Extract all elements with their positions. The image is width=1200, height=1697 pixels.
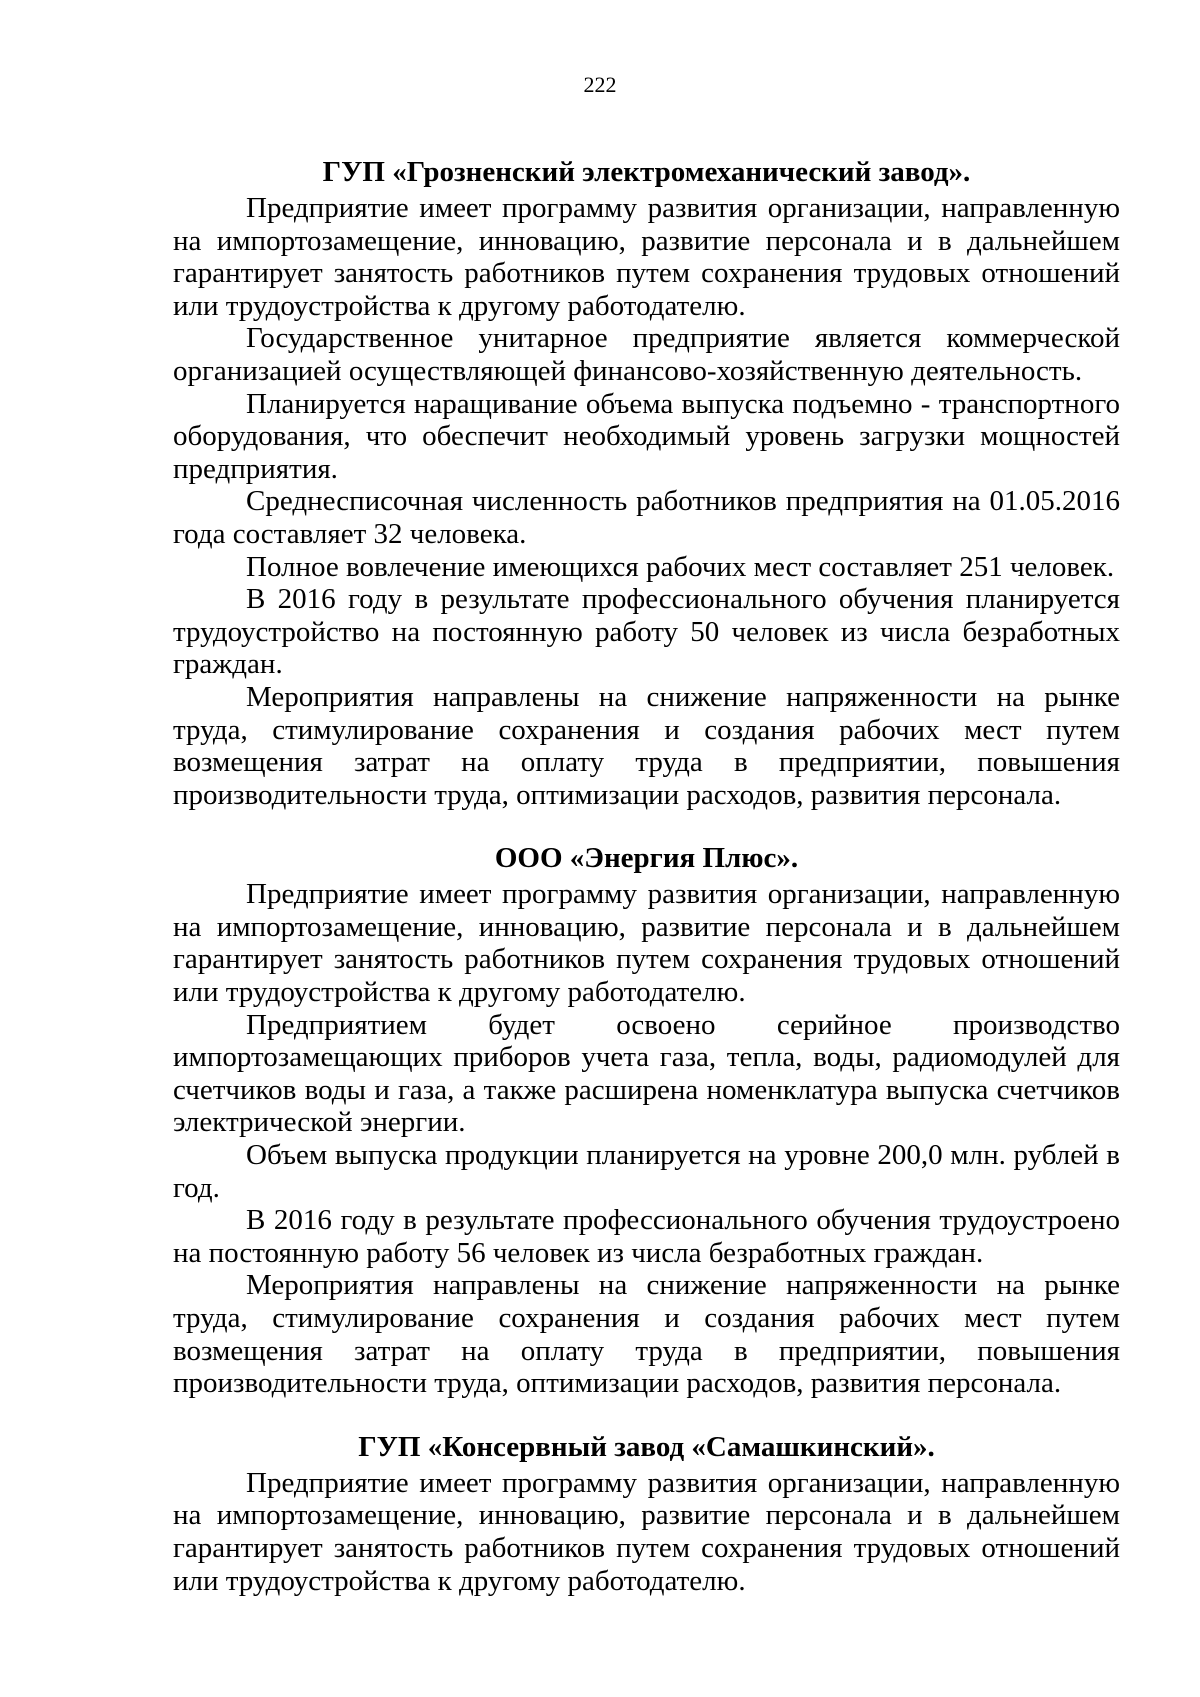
section-samashkinsky-cannery — [173, 1431, 1120, 1597]
section-title: ГУП «Консервный завод «Самашкинский». — [358, 1430, 935, 1463]
page-number: 222 — [583, 72, 617, 97]
paragraph: Мероприятия направлены на снижение напряженности на рынке труда, стимулирование сохранения и создания рабочих мест путем возмещения затрат на оплату труда в предприятии, повышения производительности труда, оптимизации расходов, развития персонала. — [173, 680, 1120, 811]
paragraph: В 2016 году в результате профессионального обучения планируется трудоустройство на постоянную работу 50 человек из числа безработных граждан. — [173, 583, 1120, 681]
paragraph: Мероприятия направлены на снижение напряженности на рынке труда, стимулирование сохранения и создания рабочих мест путем возмещения затрат на оплату труда в предприятии, повышения производительности труда, оптимизации расходов, развития персонала. — [173, 1269, 1120, 1400]
paragraph: Предприятие имеет программу развития организации, направленную на импортозамещение, инновацию, развитие персонала и в дальнейшем гарантирует занятость работников путем сохранения трудовых отношений или трудоустройства к другому работодателю. — [173, 1466, 1120, 1597]
document-body — [173, 156, 1120, 1628]
paragraph: Государственное унитарное предприятие является коммерческой организацией осуществляющей финансово-хозяйственную деятельность. — [173, 322, 1120, 387]
section-grozny-electromechanical-plant — [173, 156, 1120, 811]
paragraph: Предприятие имеет программу развития организации, направленную на импортозамещение, инновацию, развитие персонала и в дальнейшем гарантирует занятость работников путем сохранения трудовых отношений или трудоустройства к другому работодателю. — [173, 192, 1120, 322]
section-title: ГУП «Грозненский электромеханический завод». — [322, 156, 971, 188]
paragraph: Предприятием будет освоено серийное производство импортозамещающих приборов учета газа, тепла, воды, радиомодулей для счетчиков воды и газа, а также расширена номенклатура выпуска счетчиков электрической энергии. — [173, 1008, 1120, 1139]
paragraph: В 2016 году в результате профессионального обучения трудоустроено на постоянную работу 56 человек из числа безработных граждан. — [173, 1204, 1120, 1269]
section-energiya-plus — [173, 842, 1120, 1400]
paragraph: Планируется наращивание объема выпуска подъемно - транспортного оборудования, что обеспечит необходимый уровень загрузки мощностей предприятия. — [173, 387, 1120, 485]
paragraph: Полное вовлечение имеющихся рабочих мест составляет 251 человек. — [246, 550, 1115, 583]
paragraph: Среднесписочная численность работников предприятия на 01.05.2016 года составляет 32 человека. — [173, 485, 1120, 550]
paragraph: Объем выпуска продукции планируется на уровне 200,0 млн. рублей в год. — [173, 1139, 1120, 1204]
section-title: ООО «Энергия Плюс». — [494, 842, 799, 875]
paragraph: Предприятие имеет программу развития организации, направленную на импортозамещение, инновацию, развитие персонала и в дальнейшем гарантирует занятость работников путем сохранения трудовых отношений или трудоустройства к другому работодателю. — [173, 878, 1120, 1009]
